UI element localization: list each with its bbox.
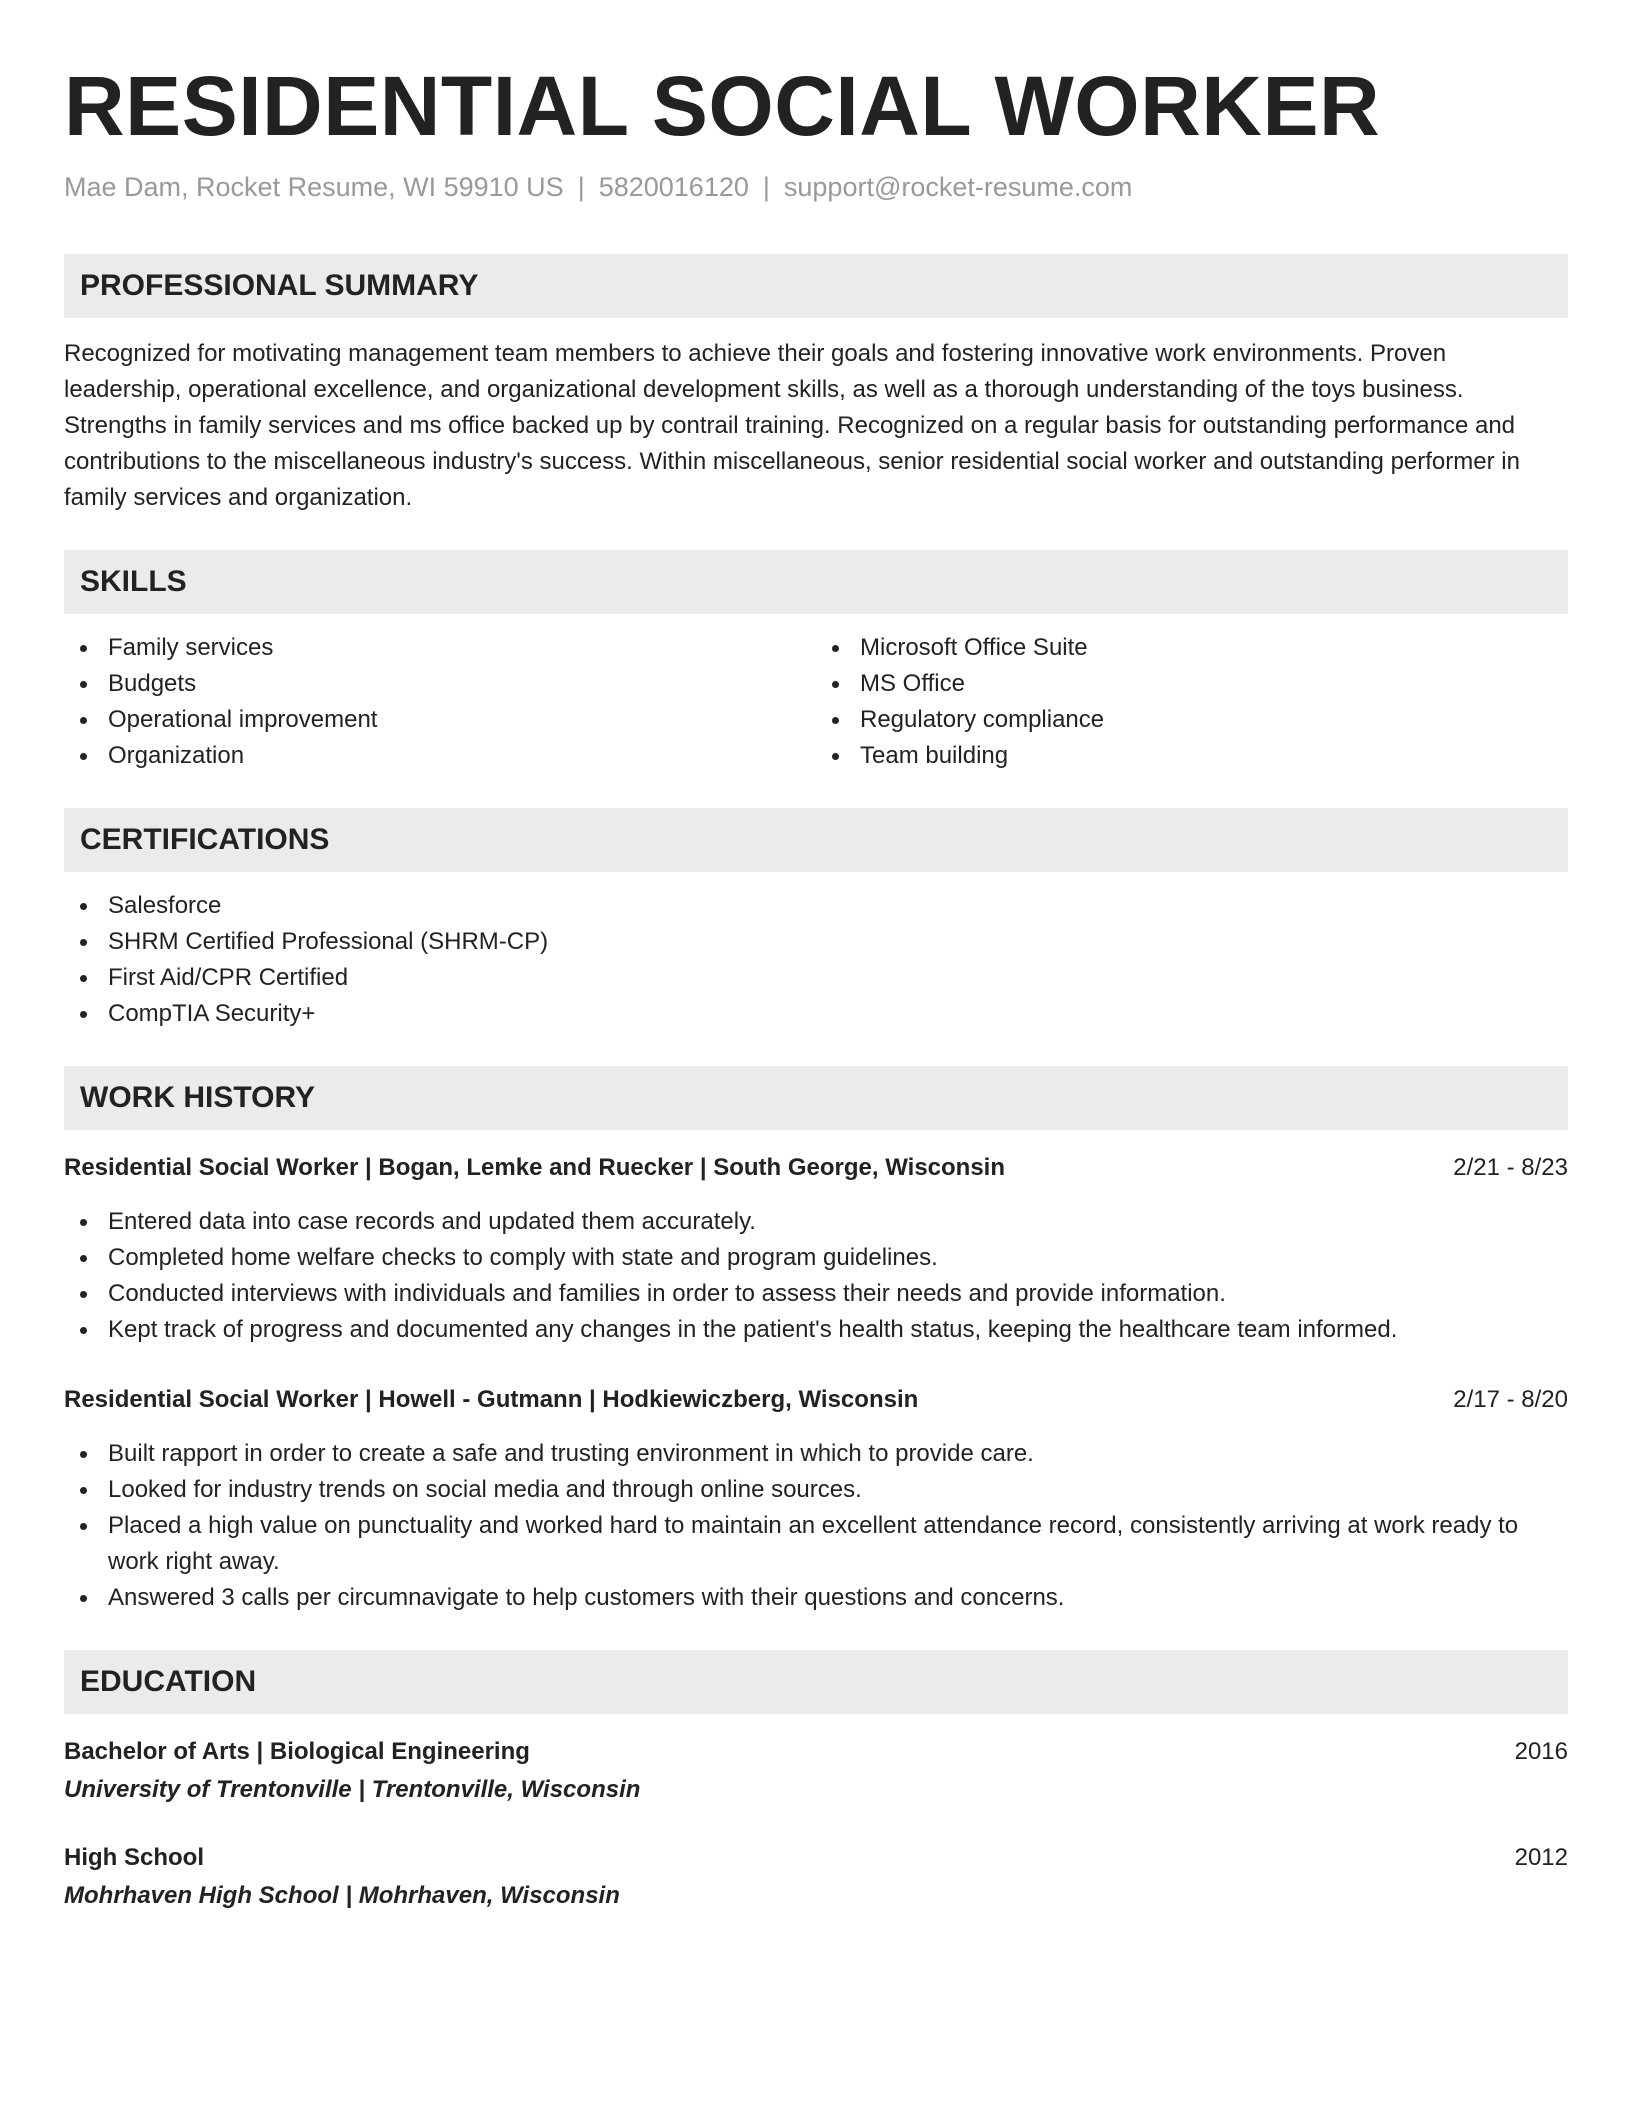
job-header [64,1150,1568,1186]
job-bullets [64,1204,1568,1348]
job-title: Residential Social Worker | Bogan, Lemke and Ruecker | South George, Wisconsin [64,1154,1006,1181]
job-bullets [64,1436,1568,1616]
certifications-list [64,888,1568,1032]
education-header [64,1840,1568,1876]
contact-separator: | [762,172,770,202]
job-entry [64,1150,1568,1348]
education-header [64,1734,1568,1770]
contact-phone: 5820016120 [598,172,749,202]
job-bullet: Completed home welfare checks to comply with state and program guidelines. [64,1240,1568,1276]
education-year: 2012 [1514,1844,1568,1871]
job-bullet: Kept track of progress and documented any changes in the patient's health status, keeping the healthcare team informed. [64,1312,1568,1348]
contact-line [64,170,1568,204]
page-title: RESIDENTIAL SOCIAL WORKER [64,59,1381,153]
job-bullet: Looked for industry trends on social media and through online sources. [64,1472,1568,1508]
education-year: 2016 [1514,1738,1568,1765]
job-bullet: Entered data into case records and updated them accurately. [64,1204,1568,1240]
section-header-summary: PROFESSIONAL SUMMARY [64,254,1568,318]
contact-address: Mae Dam, Rocket Resume, WI 59910 US [64,172,564,202]
certification-item: First Aid/CPR Certified [64,960,1568,996]
contact-separator: | [577,172,585,202]
skill-item: Regulatory compliance [816,702,1568,738]
skills-grid [64,630,1568,774]
skill-item: Microsoft Office Suite [816,630,1568,666]
education-school: University of Trentonville | Trentonville, Wisconsin [64,1776,641,1803]
job-dates: 2/17 - 8/20 [1453,1386,1568,1413]
contact-email: support@rocket-resume.com [783,172,1133,202]
skills-list-right [816,630,1568,774]
skill-item: Team building [816,738,1568,774]
certification-item: CompTIA Security+ [64,996,1568,1032]
education-entry [64,1734,1568,1810]
skills-list-left [64,630,816,774]
job-bullet: Conducted interviews with individuals and families in order to assess their needs and provide information. [64,1276,1568,1312]
skill-item: Organization [64,738,816,774]
section-header-skills: SKILLS [64,550,1568,614]
section-header-education: EDUCATION [64,1650,1568,1714]
section-header-certifications: CERTIFICATIONS [64,808,1568,872]
education-school: Mohrhaven High School | Mohrhaven, Wisconsin [64,1882,620,1909]
skill-item: Budgets [64,666,816,702]
education-degree: Bachelor of Arts | Biological Engineering [64,1738,530,1765]
skill-item: MS Office [816,666,1568,702]
job-dates: 2/21 - 8/23 [1453,1154,1568,1181]
certification-item: SHRM Certified Professional (SHRM-CP) [64,924,1568,960]
job-header [64,1382,1568,1418]
summary-text: Recognized for motivating management team members to achieve their goals and fostering innovative work environments. Proven leadership, operational excellence, and organizational development skills, as well as a thorough understanding of the toys business. Strengths in family services and ms office backed up by contrail training. Recognized on a regular basis for outstanding performance and contributions to the miscellaneous industry's success. Within miscellaneous, senior residential social worker and outstanding performer in family services and organization. [64,340,1520,511]
skill-item: Operational improvement [64,702,816,738]
education-degree: High School [64,1844,204,1871]
job-entry [64,1382,1568,1616]
certification-item: Salesforce [64,888,1568,924]
job-bullet: Built rapport in order to create a safe and trusting environment in which to provide care. [64,1436,1568,1472]
skill-item: Family services [64,630,816,666]
section-header-work-history: WORK HISTORY [64,1066,1568,1130]
job-bullet: Placed a high value on punctuality and worked hard to maintain an excellent attendance record, consistently arriving at work ready to work right away. [64,1508,1568,1580]
education-entry [64,1840,1568,1916]
job-title: Residential Social Worker | Howell - Gutmann | Hodkiewiczberg, Wisconsin [64,1386,919,1413]
job-bullet: Answered 3 calls per circumnavigate to help customers with their questions and concerns. [64,1580,1568,1616]
